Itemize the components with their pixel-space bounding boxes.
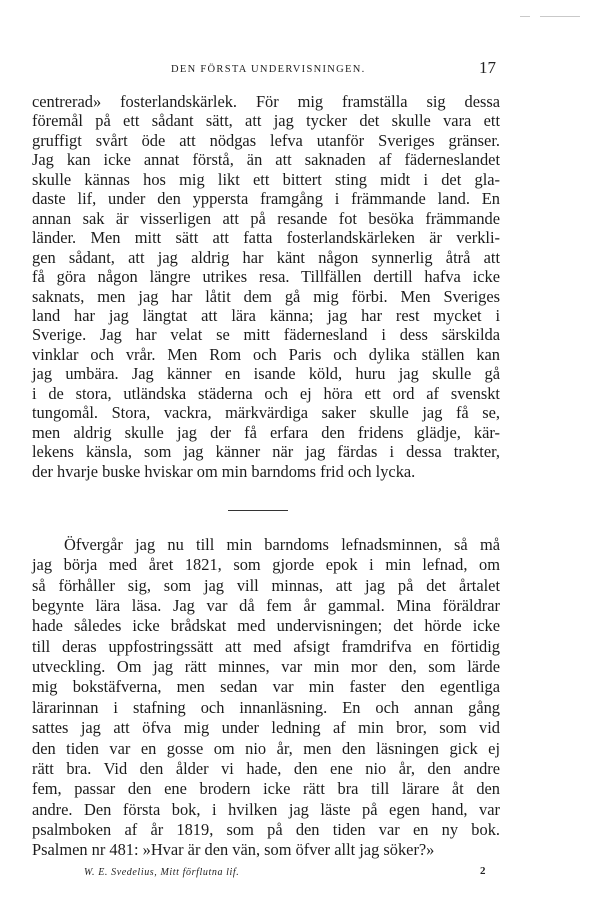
signature-number: 2 — [480, 865, 486, 877]
text-line: sattes jag att öfva mig under ledning af min bror, som vid — [32, 718, 500, 738]
text-line: der hvarje buske hviskar om min barndoms frid och lycka. — [32, 461, 416, 481]
text-line: daste lif, under den yppersta framgång i främmande land. En — [32, 189, 500, 209]
page-number: 17 — [479, 58, 496, 77]
text-line: saknats, men jag har låtit dem gå mig förbi. Men Sveriges — [32, 286, 500, 306]
text-line: jag umbära. Jag känner en isande köld, huru jag skulle gå — [32, 364, 500, 384]
text-line: Jag kan icke annat förstå, än att saknaden af fäderneslandet — [32, 150, 500, 170]
text-line: Sverige. Jag har velat se mitt fädernesland i dess särskilda — [32, 325, 500, 345]
text-line: Psalmen nr 481: »Hvar är den vän, som öfver allt jag söker?» — [32, 840, 435, 860]
signature-line: W. E. Svedelius, Mitt förflutna lif. — [84, 867, 240, 878]
text-line: länder. Men mitt sätt att fatta fosterlandskärleken är verkli- — [32, 228, 500, 248]
text-line: i de stora, utländska städerna och ej höra ett ord af svenskt — [32, 383, 500, 403]
text-line: få göra någon längre utrikes resa. Tillfällen dertill hafva icke — [32, 267, 500, 287]
text-line: till deras uppfostringssätt att med afsigt framdrifva en förtidig — [32, 636, 500, 656]
running-head: DEN FÖRSTA UNDERVISNINGEN. — [171, 64, 366, 75]
text-line: lekens känsla, som jag känner när jag färdas i dessa trakter, — [32, 442, 500, 462]
text-line: centrerad» fosterlandskärlek. För mig framställa sig dessa — [32, 92, 500, 111]
text-line: begynte lära läsa. Jag var då fem år gammal. Mina föräldrar — [32, 596, 500, 616]
text-line: jag börja med året 1821, som gjorde epok i min lefnad, om — [32, 555, 500, 575]
section-divider — [228, 510, 288, 511]
text-line: gruffigt svårt öde att nödgas lefva utanför Sveriges gränser. — [32, 130, 500, 150]
text-line: fem, passar den ene brodern icke rätt bra till lärare åt den — [32, 779, 500, 799]
text-line: skulle kännas hos mig likt ett bittert sting midt i det gla- — [32, 169, 500, 189]
text-line: så förhåller sig, som jag vill minnas, att jag på det årtalet — [32, 575, 500, 595]
text-line: annan sak är visserligen att på resande fot besöka främmande — [32, 208, 500, 228]
text-line: andre. Den första bok, i hvilken jag läste på egen hand, var — [32, 799, 500, 819]
text-line: Öfvergår jag nu till min barndoms lefnadsminnen, så må — [64, 535, 500, 554]
text-line: hade således icke brådskat med undervisningen; det hörde icke — [32, 616, 500, 636]
text-line: rätt bra. Vid den ålder vi hade, den ene nio år, den andre — [32, 758, 500, 778]
text-line: tungomål. Stora, vackra, märkvärdiga saker skulle jag få se, — [32, 403, 500, 423]
text-line: föremål på ett sådant sätt, att jag tycker det skulle vara ett — [32, 111, 500, 131]
text-line: mig bokstäfverna, men sedan var min faster den egentliga — [32, 677, 500, 697]
text-line: men aldrig skulle jag der få erfara den fridens glädje, kär- — [32, 422, 500, 442]
text-line: gen sådant, att jag aldrig har känt någon synnerlig åtrå att — [32, 247, 500, 267]
text-line: lärarinnan i stafning och innanläsning. En och annan gång — [32, 697, 500, 717]
scan-edge-mark — [540, 16, 580, 17]
text-line: vinklar och vrår. Men Rom och Paris och dylika ställen kan — [32, 344, 500, 364]
text-line: utveckling. Om jag rätt minnes, var min mor den, som lärde — [32, 657, 500, 677]
text-line: land har jag längtat att lära känna; jag har rest mycket i — [32, 305, 500, 325]
scan-edge-mark — [520, 16, 530, 17]
text-line: psalmboken af år 1819, som på den tiden var en ny bok. — [32, 819, 500, 839]
text-line: den tiden var en gosse om nio år, men den läsningen gick ej — [32, 738, 500, 758]
